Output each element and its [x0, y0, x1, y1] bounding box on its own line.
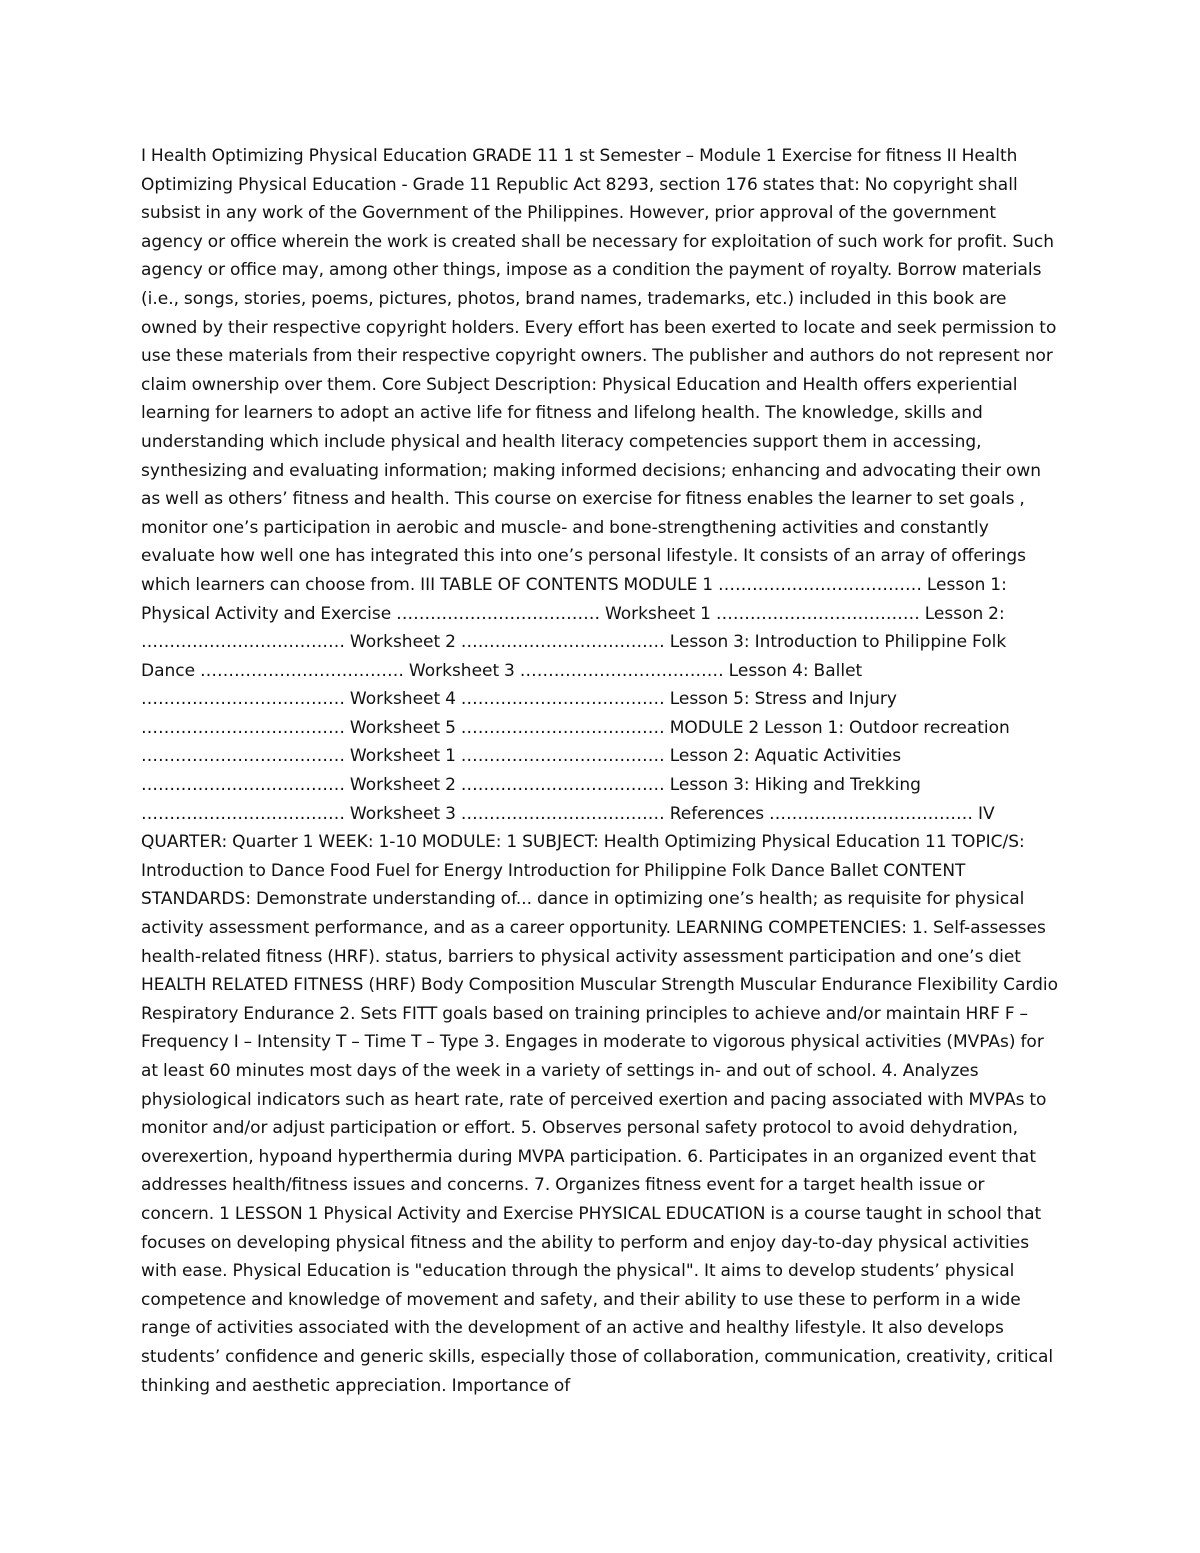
document-body-text: I Health Optimizing Physical Education GRADE 11 1 st Semester – Module 1 Exercise for fitness II Health Optimizing Physical Education - Grade 11 Republic Act 8293, section 176 states that: No copyright shall subsist in any work of the Government of the Philippines. However, prior approval of the government agency or office wherein the work is created shall be necessary for exploitation of such work for profit. Such agency or office may, among other things, impose as a condition the payment of royalty. Borrow materials (i.e., songs, stories, poems, pictures, photos, brand names, trademarks, etc.) included in this book are owned by their respective copyright holders. Every effort has been exerted to locate and seek permission to use these materials from their respective copyright owners. The publisher and authors do not represent nor claim ownership over them. Core Subject Description: Physical Education and Health offers experiential learning for learners to adopt an active life for fitness and lifelong health. The knowledge, skills and understanding which include physical and health literacy competencies support them in accessing, synthesizing and evaluating information; making informed decisions; enhancing and advocating their own as well as others’ fitness and health. This course on exercise for fitness enables the learner to set goals , monitor one’s participation in aerobic and muscle- and bone-strengthening activities and constantly evaluate how well one has integrated this into one’s personal lifestyle. It consists of an array of offerings which learners can choose from. III TABLE OF CONTENTS MODULE 1 ……………………………… Lesson 1: Physical Activity and Exercise ……………………………… Worksheet 1 ……………………………… Lesson 2: ……………………………… Worksheet 2 ……………………………… Lesson 3: Introduction to Philippine Folk Dance ……………………………… Worksheet 3 ……………………………… Lesson 4: Ballet ……………………………… Worksheet 4 ……………………………… Lesson 5: Stress and Injury ……………………………… Worksheet 5 ……………………………… MODULE 2 Lesson 1: Outdoor recreation ……………………………… Worksheet 1 ……………………………… Lesson 2: Aquatic Activities ……………………………… Worksheet 2 ……………………………… Lesson 3: Hiking and Trekking ……………………………… Worksheet 3 ……………………………… References ……………………………… IV QUARTER: Quarter 1 WEEK: 1-10 MODULE: 1 SUBJECT: Health Optimizing Physical Education 11 TOPIC/S: Introduction to Dance Food Fuel for Energy Introduction for Philippine Folk Dance Ballet CONTENT STANDARDS: Demonstrate understanding of... dance in optimizing one’s health; as requisite for physical activity assessment performance, and as a career opportunity. LEARNING COMPETENCIES: 1. Self-assesses health-related fitness (HRF). status, barriers to physical activity assessment participation and one’s diet HEALTH RELATED FITNESS (HRF) Body Composition Muscular Strength Muscular Endurance Flexibility Cardio Respiratory Endurance 2. Sets FITT goals based on training principles to achieve and/or maintain HRF F – Frequency I – Intensity T – Time T – Type 3. Engages in moderate to vigorous physical activities (MVPAs) for at least 60 minutes most days of the week in a variety of settings in- and out of school. 4. Analyzes physiological indicators such as heart rate, rate of perceived exertion and pacing associated with MVPAs to monitor and/or adjust participation or effort. 5. Observes personal safety protocol to avoid dehydration, overexertion, hypoand hyperthermia during MVPA participation. 6. Participates in an organized event that addresses health/fitness issues and concerns. 7. Organizes fitness event for a target health issue or concern. 1 LESSON 1 Physical Activity and Exercise PHYSICAL EDUCATION is a course taught in school that focuses on developing physical fitness and the ability to perform and enjoy day-to-day physical activities with ease. Physical Education is "education through the physical". It aims to develop students’ physical competence and knowledge of movement and safety, and their ability to use these to perform in a wide range of activities associated with the development of an active and healthy lifestyle. It also develops students’ confidence and generic skills, especially those of collaboration, communication, creativity, critical thinking and aesthetic appreciation. Importance of [141, 146, 1058, 1396]
